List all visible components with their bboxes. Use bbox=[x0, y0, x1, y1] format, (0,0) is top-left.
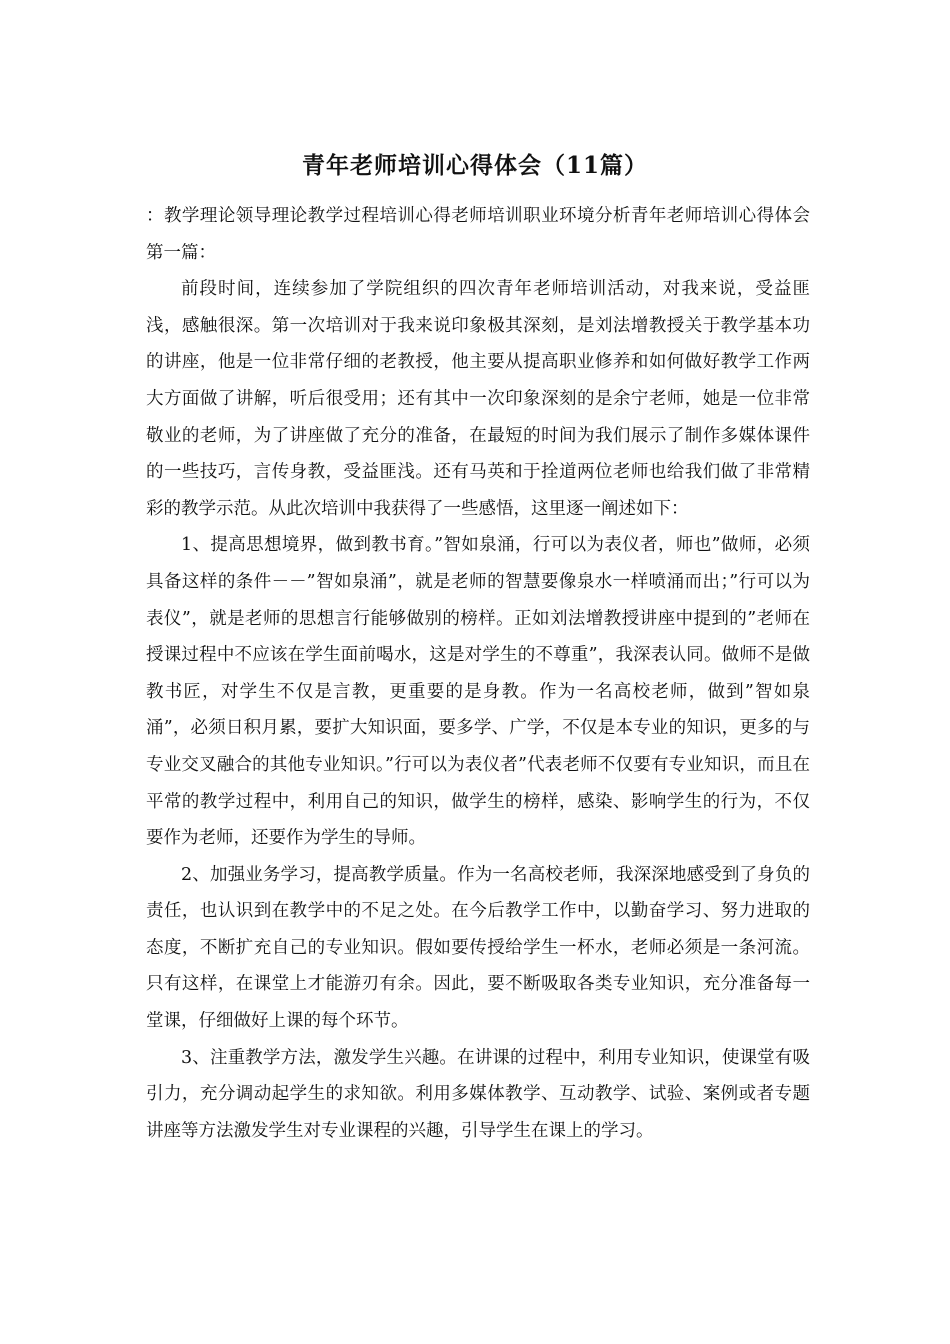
paragraph-intro: 前段时间，连续参加了学院组织的四次青年老师培训活动，对我来说，受益匪浅，感触很深。第一次培训对于我来说印象极其深刻，是刘法增教授关于教学基本功的讲座，他是一位非常仔细的老教授，他主要从提高职业修养和如何做好教学工作两大方面做了讲解，听后很受用；还有其中一次印象深刻的是余宁老师，她是一位非常敬业的老师，为了讲座做了充分的准备，在最短的时间为我们展示了制作多媒体课件的一些技巧，言传身教，受益匪浅。还有马英和于拴道两位老师也给我们做了非常精彩的教学示范。从此次培训中我获得了一些感悟，这里逐一阐述如下： bbox=[146, 279, 810, 519]
paragraph-point-2: 2、加强业务学习，提高教学质量。作为一名高校老师，我深深地感受到了身负的责任，也认识到在教学中的不足之处。在今后教学工作中，以勤奋学习、努力进取的态度，不断扩充自己的专业知识。假如要传授给学生一杯水，老师必须是一条河流。只有这样，在课堂上才能游刃有余。因此，要不断吸取各类专业知识，充分准备每一堂课，仔细做好上课的每个环节。 bbox=[146, 864, 810, 1032]
paragraph-point-1: 1、提高思想境界，做到教书育。”智如泉涌，行可以为表仪者，师也”做师，必须具备这样的条件－－”智如泉涌”，就是老师的智慧要像泉水一样喷涌而出；”行可以为表仪”，就是老师的思想言行能够做别的榜样。正如刘法增教授讲座中提到的”老师在授课过程中不应该在学生面前喝水，这是对学生的不尊重”，我深表认同。做师不是做教书匠，对学生不仅是言教，更重要的是身教。作为一名高校老师，做到”智如泉涌”，必须日积月累，要扩大知识面，要多学、广学，不仅是本专业的知识，更多的与专业交叉融合的其他专业知识。”行可以为表仪者”代表老师不仅要有专业知识，而且在平常的教学过程中，利用自己的知识，做学生的榜样，感染、影响学生的行为，不仅要作为老师，还要作为学生的导师。 bbox=[146, 535, 810, 849]
keywords-line: ：教学理论领导理论教学过程培训心得老师培训职业环境分析青年老师培训心得体会 第一篇： bbox=[146, 206, 810, 263]
document-body bbox=[146, 198, 810, 1149]
paragraph-point-3: 3、注重教学方法，激发学生兴趣。在讲课的过程中，利用专业知识，使课堂有吸引力，充分调动起学生的求知欲。利用多媒体教学、互动教学、试验、案例或者专题讲座等方法激发学生对专业课程的兴趣，引导学生在课上的学习。 bbox=[146, 1047, 810, 1141]
document-title: 青年老师培训心得体会（11篇） bbox=[301, 152, 648, 179]
